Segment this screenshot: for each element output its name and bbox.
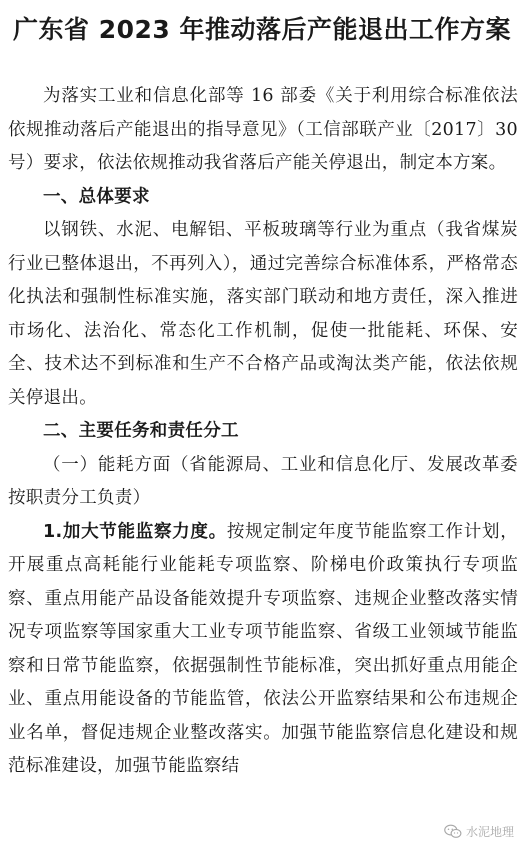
intro-paragraph: 为落实工业和信息化部等 16 部委《关于利用综合标准依法依规推动落后产能退出的指导意见》（工信部联产业〔2017〕30 号）要求，依法依规推动我省落后产能关停退出，制定本方案。: [8, 86, 518, 173]
item-1-lead: 1.加大节能监察力度。: [43, 521, 227, 542]
watermark: [444, 823, 514, 840]
item-1-paragraph: [8, 516, 518, 784]
wechat-icon: [444, 824, 462, 839]
item-1-tail: 加强节能监察信息化建设和规范标准建设，加强节能监察结: [8, 722, 519, 776]
watermark-text: 水泥地理: [465, 825, 514, 839]
item-1-body: 按规定制定年度节能监察工作计划，开展重点高耗能行业能耗专项监察、阶梯电价政策执行专项监察、重点用能产品设备能效提升专项监察、违规企业整改落实情况专项监察等国家重大工业专项节能监察、省级工业领域节能监察和日常节能监察，依据强制性节能标准，突出抓好重点用能企业、重点用能设备的节能监管，依法公开监察结果和公布违规企业名单，督促违规企业整改落实。: [8, 521, 518, 743]
subsection-1-heading: （一）能耗方面（省能源局、工业和信息化厅、发展改革委按职责分工负责）: [8, 454, 518, 508]
section-1-heading: 一、总体要求: [43, 186, 150, 207]
document-body: [8, 80, 518, 784]
section-1-paragraph: 以钢铁、水泥、电解铝、平板玻璃等行业为重点（我省煤炭行业已整体退出，不再列入），通过完善综合标准体系，严格常态化执法和强制性标准实施，落实部门联动和地方责任，深入推进市场化、法治化、常态化工作机制，促使一批能耗、环保、安全、技术达不到标准和生产不合格产品或淘汰类产能，依法依规关停退出。: [8, 220, 518, 408]
section-2-heading: 二、主要任务和责任分工: [43, 421, 239, 441]
document-title: 广东省 2023 年推动落后产能退出工作方案: [13, 15, 511, 44]
